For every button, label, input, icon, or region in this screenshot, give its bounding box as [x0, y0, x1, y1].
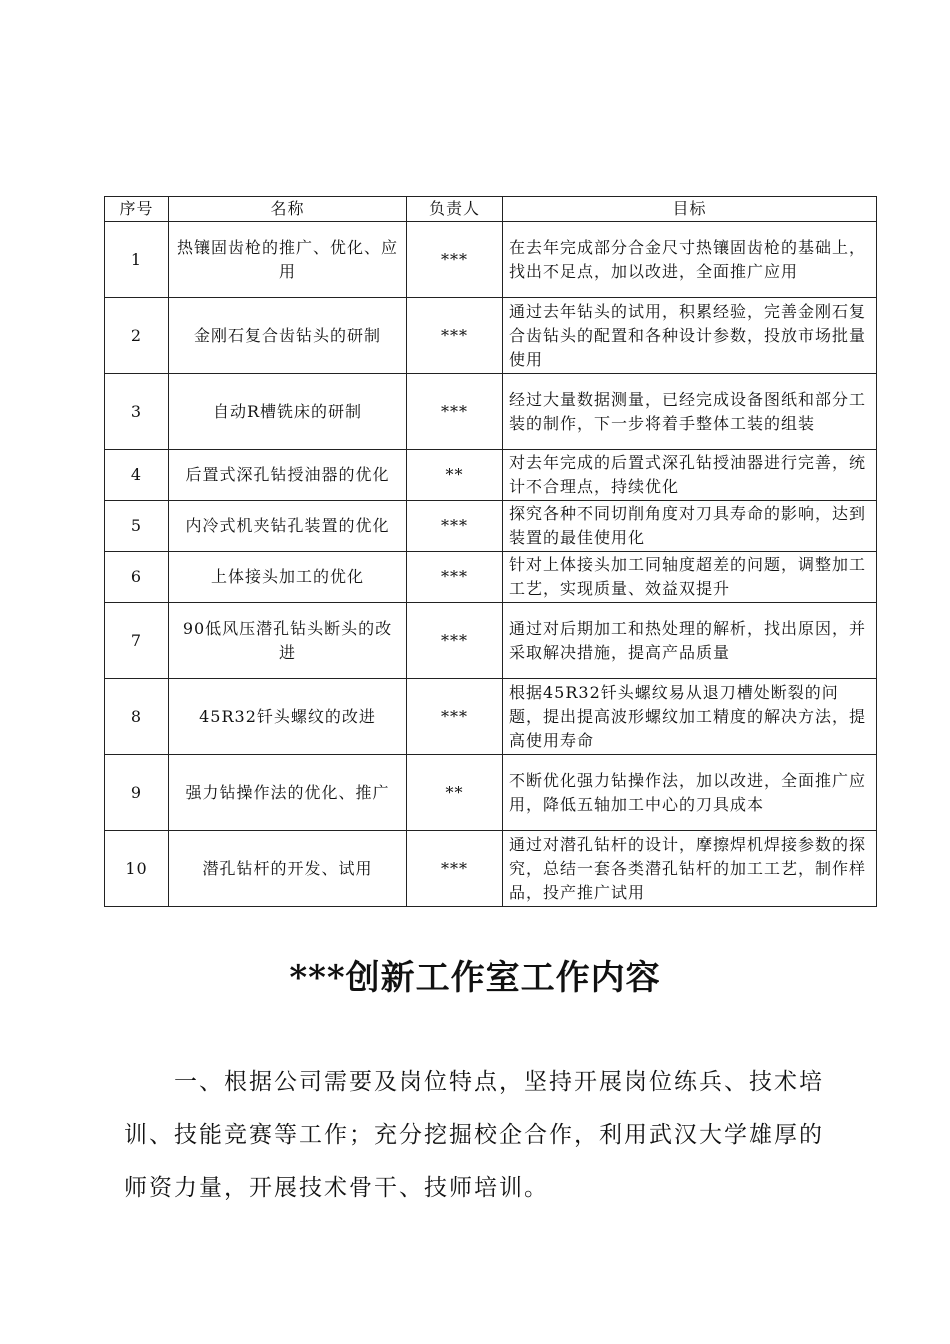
table-row [105, 374, 877, 450]
row-name: 强力钻操作法的优化、推广 [169, 755, 407, 831]
section-title: ***创新工作室工作内容 [289, 958, 661, 998]
project-table [104, 196, 877, 907]
row-goal: 根据45R32钎头螺纹易从退刀槽处断裂的问题，提出提高波形螺纹加工精度的解决方法，提高使用寿命 [503, 679, 877, 755]
row-name: 90低风压潜孔钻头断头的改进 [169, 603, 407, 679]
table-row [105, 831, 877, 907]
row-no: 2 [105, 298, 169, 374]
table-row [105, 450, 877, 501]
row-owner: *** [407, 374, 503, 450]
body-paragraph: 一、根据公司需要及岗位特点，坚持开展岗位练兵、技术培训、技能竞赛等工作；充分挖掘校企合作，利用武汉大学雄厚的师资力量，开展技术骨干、技师培训。 [124, 1069, 824, 1201]
row-goal: 对去年完成的后置式深孔钻授油器进行完善，统计不合理点，持续优化 [503, 450, 877, 501]
row-goal: 探究各种不同切削角度对刀具寿命的影响，达到装置的最佳使用化 [503, 501, 877, 552]
row-no: 6 [105, 552, 169, 603]
row-owner: *** [407, 679, 503, 755]
row-goal: 经过大量数据测量，已经完成设备图纸和部分工装的制作，下一步将着手整体工装的组装 [503, 374, 877, 450]
row-owner: *** [407, 831, 503, 907]
table-header-row [105, 197, 877, 222]
row-name: 上体接头加工的优化 [169, 552, 407, 603]
row-no: 1 [105, 222, 169, 298]
table-row [105, 298, 877, 374]
table-row [105, 679, 877, 755]
row-no: 10 [105, 831, 169, 907]
header-name: 名称 [169, 197, 407, 222]
row-no: 3 [105, 374, 169, 450]
row-no: 4 [105, 450, 169, 501]
row-goal: 通过去年钻头的试用，积累经验，完善金刚石复合齿钻头的配置和各种设计参数，投放市场批量使用 [503, 298, 877, 374]
row-no: 7 [105, 603, 169, 679]
row-owner: *** [407, 298, 503, 374]
row-goal: 通过对后期加工和热处理的解析，找出原因，并采取解决措施，提高产品质量 [503, 603, 877, 679]
header-owner: 负责人 [407, 197, 503, 222]
row-no: 8 [105, 679, 169, 755]
row-name: 潜孔钻杆的开发、试用 [169, 831, 407, 907]
header-goal: 目标 [503, 197, 877, 222]
row-name: 热镶固齿枪的推广、优化、应用 [169, 222, 407, 298]
table-row [105, 755, 877, 831]
row-owner: *** [407, 552, 503, 603]
table-row [105, 552, 877, 603]
row-goal: 针对上体接头加工同轴度超差的问题，调整加工工艺，实现质量、效益双提升 [503, 552, 877, 603]
row-goal: 通过对潜孔钻杆的设计，摩擦焊机焊接参数的探究，总结一套各类潜孔钻杆的加工工艺，制作样品，投产推广试用 [503, 831, 877, 907]
row-name: 45R32钎头螺纹的改进 [169, 679, 407, 755]
row-name: 后置式深孔钻授油器的优化 [169, 450, 407, 501]
row-owner: *** [407, 603, 503, 679]
row-goal: 在去年完成部分合金尺寸热镶固齿枪的基础上，找出不足点，加以改进，全面推广应用 [503, 222, 877, 298]
row-no: 9 [105, 755, 169, 831]
header-no: 序号 [105, 197, 169, 222]
row-no: 5 [105, 501, 169, 552]
row-goal: 不断优化强力钻操作法，加以改进，全面推广应用，降低五轴加工中心的刀具成本 [503, 755, 877, 831]
table-row [105, 501, 877, 552]
row-name: 内冷式机夹钻孔装置的优化 [169, 501, 407, 552]
row-name: 自动R槽铣床的研制 [169, 374, 407, 450]
row-owner: ** [407, 450, 503, 501]
row-owner: *** [407, 501, 503, 552]
table-row [105, 603, 877, 679]
row-owner: ** [407, 755, 503, 831]
row-name: 金刚石复合齿钻头的研制 [169, 298, 407, 374]
table-row [105, 222, 877, 298]
row-owner: *** [407, 222, 503, 298]
